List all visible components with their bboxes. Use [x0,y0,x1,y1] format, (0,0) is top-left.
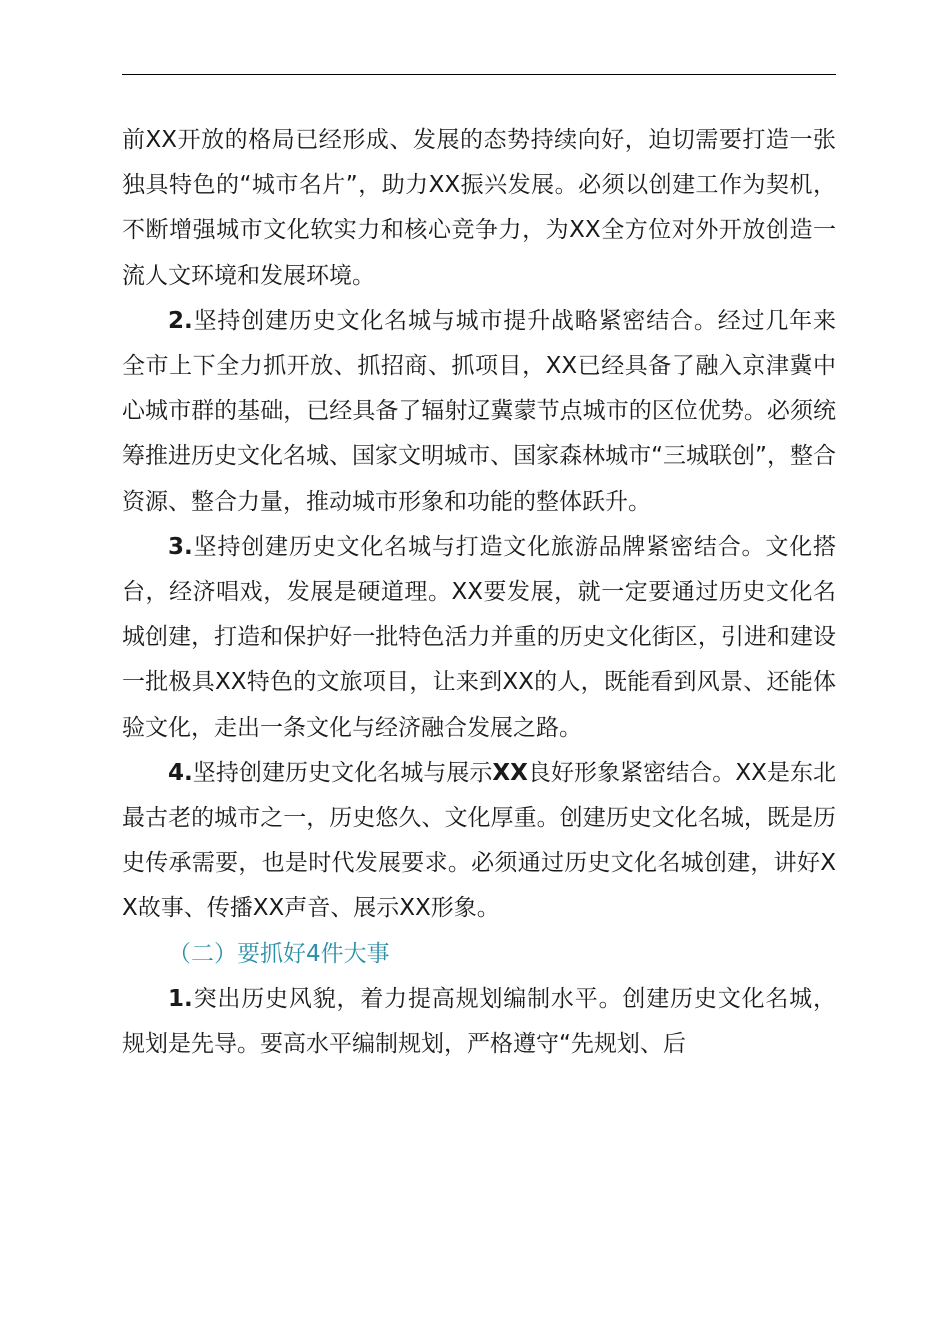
document-body [122,118,836,1067]
section-heading [122,932,836,977]
paragraph-4-text: XX是东北最古老的城市之一，历史悠久、文化厚重。创建历史文化名城，既是历史传承需要，也是时代发展要求。必须通过历史文化名城创建，讲好XX故事、传播XX声音、展示XX形象。 [122,759,836,922]
paragraph-3 [122,525,836,751]
paragraph-2 [122,299,836,525]
paragraph-4-title-before: 坚持创建历史文化名城与展示 [192,759,493,786]
paragraph-3-text: 坚持创建历史文化名城与打造文化旅游品牌紧密结合。文化搭台，经济唱戏，发展是硬道理。XX要发展，就一定要通过历史文化名城创建，打造和保护好一批特色活力并重的历史文化街区，引进和建设一批极具XX特色的文旅项目，让来到XX的人，既能看到风景、还能体验文化，走出一条文化与经济融合发展之路。 [122,533,836,741]
paragraph-3-number: 3. [168,533,193,560]
paragraph-4-title-after: 良好形象紧密结合。 [527,759,736,786]
paragraph-5 [122,977,836,1067]
header-rule [122,74,836,75]
paragraph-5-number: 1. [168,985,193,1012]
paragraph-4 [122,751,836,932]
paragraph-2-number: 2. [168,307,193,334]
section-heading-text: （二）要抓好4件大事 [168,940,390,967]
paragraph-5-text: 突出历史风貌，着力提高规划编制水平。创建历史文化名城，规划是先导。要高水平编制规划，严格遵守“先规划、后 [122,985,836,1058]
paragraph-1-text: 前XX开放的格局已经形成、发展的态势持续向好，迫切需要打造一张独具特色的“城市名片”，助力XX振兴发展。必须以创建工作为契机，不断增强城市文化软实力和核心竞争力，为XX全方位对外开放创造一流人文环境和发展环境。 [122,127,836,289]
paragraph-4-number: 4. [168,759,193,786]
paragraph-2-text: 坚持创建历史文化名城与城市提升战略紧密结合。经过几年来全市上下全力抓开放、抓招商、抓项目，XX已经具备了融入京津冀中心城市群的基础，已经具备了辐射辽冀蒙节点城市的区位优势。必须统筹推进历史文化名城、国家文明城市、国家森林城市“三城联创”，整合资源、整合力量，推动城市形象和功能的整体跃升。 [122,307,836,515]
paragraph-1 [122,118,836,299]
paragraph-4-title-bold: XX [492,759,528,786]
